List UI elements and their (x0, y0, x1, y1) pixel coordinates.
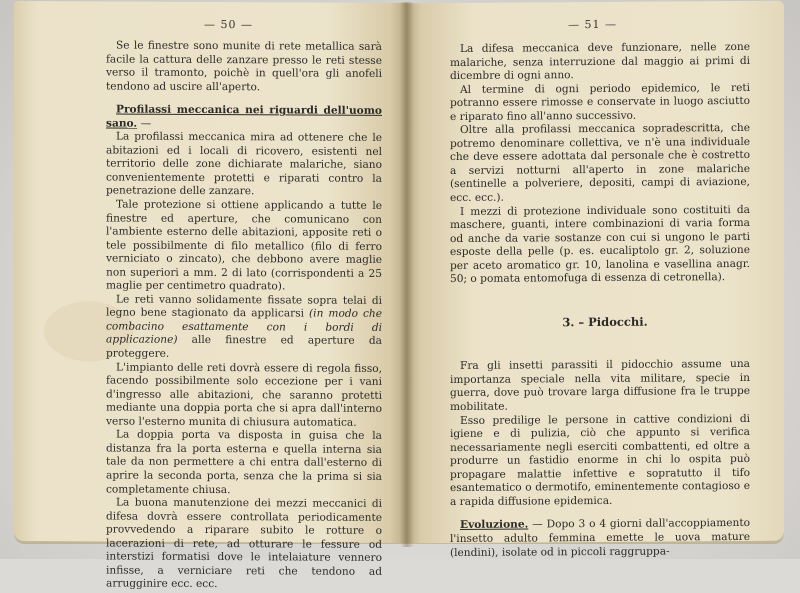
paragraph: L'impianto delle reti dovrà essere di regola fisso, facendo possibilmente solo eccezione per i vani d'ingresso alle abitazioni, che saranno protetti mediante una doppia porta che si apra dall'interno verso l'esterno munita di chiusura automatica. (106, 361, 382, 429)
section-heading: Profilassi meccanica nei riguardi dell'uomo sano. (106, 103, 382, 130)
page-number: — 51 — (568, 17, 617, 32)
italic-text: (in modo che combacino esattamente con i bordi di applicazione) (106, 307, 383, 347)
text-run: alle finestre ed aperture da proteggere. (106, 334, 382, 360)
subsection-heading: Evoluzione. (460, 518, 529, 532)
page-number: — 50 — (204, 17, 253, 32)
paragraph: Se le finestre sono munite di rete metallica sarà facile la cattura delle zanzare presso le reti stesse verso il tramonto, poichè in quell'ora gli anofeli tendono ad uscire all'aperto. (106, 39, 382, 93)
text-run: — Dopo 3 o 4 giorni dall'accoppiamento l'insetto adulto femmina emette le uova mature (lendini), isolate od in piccoli raggruppa- (450, 517, 750, 559)
heading-dash: — (137, 117, 152, 130)
right-page (406, 1, 784, 559)
paragraph (106, 293, 382, 362)
open-book (14, 2, 784, 591)
paragraph: Al termine di ogni periodo epidemico, le reti potranno essere rimosse e conservate in luogo asciutto e riparato fino all'anno successivo. (450, 81, 750, 123)
section-title: 3. – Pidocchi. (562, 314, 648, 330)
left-text-body (106, 39, 382, 592)
paragraph: Oltre alla profilassi meccanica sopradescritta, che potremo denominare collettiva, ve n'è una individuale che deve essere adottata dal personale che è costretto a servizi notturni all'aperto in zone malariche (sentinelle a polveriere, depositi, campi di aviazione, ecc. ecc.). (450, 122, 750, 205)
paragraph: La difesa meccanica deve funzionare, nelle zone malariche, senza interruzione dal maggio ai primi di dicembre di ogni anno. (450, 40, 750, 83)
paragraph: I mezzi di protezione individuale sono costituiti da maschere, guanti, intere combinazioni di varia forma od anche da varie sostanze con cui si ungono le parti esposte della pelle (p. es. eucaliptolo gr. 2, soluzione per aceto aromatico gr. 10, lanolina e vasellina anagr. 50; o pomata entomofuga di essenza di cetronella). (450, 203, 750, 286)
right-text-body (450, 41, 750, 560)
paragraph: La profilassi meccanica mira ad ottenere che le abitazioni ed i locali di ricovero, esistenti nel territorio delle zone dichiarate malariche, siano convenientemente protetti e riparati contro la penetrazione delle zanzare. (106, 130, 382, 198)
paragraph: La buona manutenzione dei mezzi meccanici di difesa dovrà essere controllata periodicamente provvedendo a riparare subito le rotture o lacerazioni di rete, ad otturare le fessure od interstizi formatisi dove le intelaiature vennero infisse, a verniciare reti che tendono ad arrugginire ecc. ecc. (106, 496, 382, 591)
paragraph-with-heading (106, 104, 382, 133)
text-run: Le reti vanno solidamente fissate sopra telai di legno bene stagionato da applicarsi (106, 293, 382, 320)
paragraph: La doppia porta va disposta in guisa che la distanza fra la porta esterna e quella interna sia tale da non permettere a chi entra dall'esterno di aprire la seconda porta, senza che la prima si sia completamente chiusa. (106, 428, 382, 496)
paragraph: Esso predilige le persone in cattive condizioni di igiene e di pulizia, ciò che appunto si verifica necessariamente negli eserciti combattenti, ed oltre a produrre un fastidio enorme in chi lo ospita può propagare malattie infettive e sopratutto il tifo esantematico o dermotifo, eminentemente contagioso e a rapida diffusione epidemica. (450, 412, 750, 508)
paragraph: Fra gli insetti parassiti il pidocchio assume una importanza speciale nella vita militare, specie in guerra, dove può trovare larga diffusione fra le truppe mobilitate. (450, 358, 750, 414)
left-page (14, 1, 406, 591)
paragraph-with-heading (450, 517, 750, 560)
book-gutter (400, 2, 414, 547)
paragraph: Tale protezione si ottiene applicando a tutte le finestre ed aperture, che comunicano con l'ambiente esterno delle abitazioni, apposite reti o tele possibilmente di filo metallico (filo di ferro verniciato o zincato), che debbono avere maglie non superiori a mm. 2 di lato (corrispondenti a 25 maglie per centimetro quadrato). (106, 198, 382, 293)
